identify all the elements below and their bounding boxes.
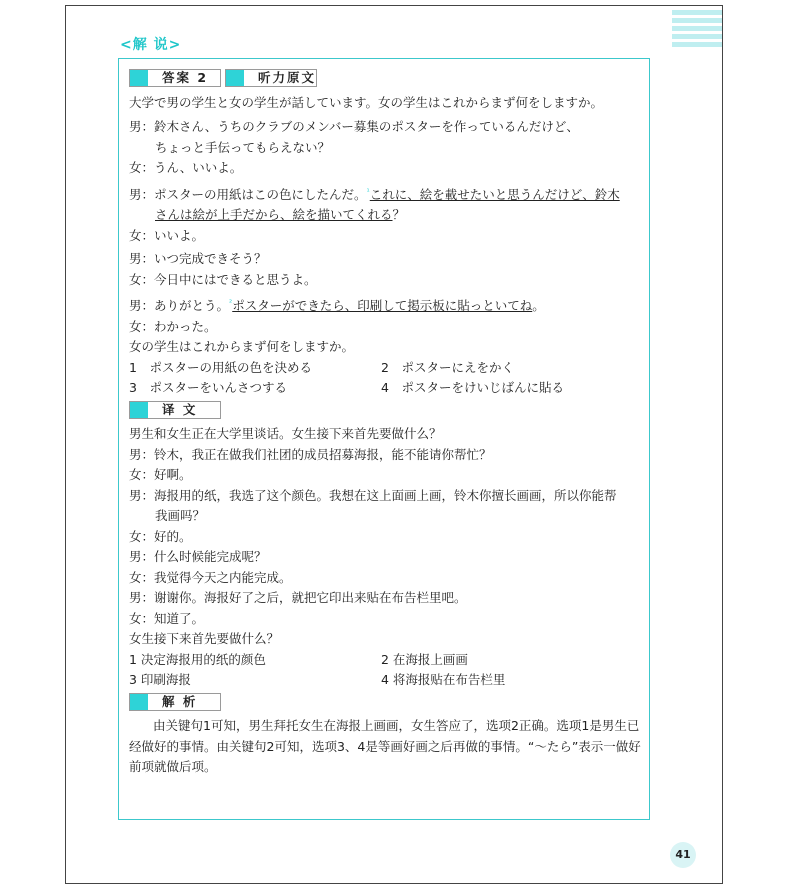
jp-line: 女：今日中にはできると思うよ。 — [129, 271, 317, 287]
translation-label: 译 文 — [129, 401, 221, 419]
jp-line: 男：鈴木さん、うちのクラブのメンバー募集のポスターを作っているんだけど、 — [129, 119, 579, 134]
cn-intro: 男生和女生正在大学里谈话。女生接下来首先要做什么？ — [129, 426, 442, 442]
jp-option: 1 ポスターの用紙の色を決める — [129, 359, 312, 375]
jp-options-row — [129, 378, 641, 399]
jp-intro: 大学で男の学生と女の学生が話しています。女の学生はこれからまず何をしますか。 — [129, 94, 604, 110]
label-swatch-icon — [130, 70, 148, 86]
cn-option: 4 将海报贴在布告栏里 — [381, 672, 506, 688]
cn-line: 男：谢谢你。海报好了之后，就把它印出来贴在布告栏里吧。 — [129, 590, 467, 606]
answer-label: 答案 2 — [129, 69, 221, 87]
jp-line: 女：わかった。 — [129, 318, 217, 334]
analysis-label: 解 析 — [129, 693, 221, 711]
cn-option: 3 印刷海报 — [129, 672, 191, 688]
key-sentence-2: ポスターができたら、印刷して掲示板に貼っといてね — [232, 298, 533, 314]
jp-line: さんは絵が上手だから、絵を描いてくれる？ — [155, 207, 406, 223]
label-swatch-icon — [130, 694, 148, 710]
jp-option: 4 ポスターをけいじばんに貼る — [381, 380, 564, 396]
jp-line: 女：いいよ。 — [129, 227, 205, 243]
jp-line: ちょっと手伝ってもらえない？ — [155, 139, 331, 155]
cn-options-row — [129, 650, 641, 671]
script-label: 听力原文 — [225, 69, 317, 87]
jp-option: 3 ポスターをいんさつする — [129, 380, 287, 396]
jp-question: 女の学生はこれからまず何をしますか。 — [129, 339, 355, 355]
jp-option: 2 ポスターにえをかく — [381, 359, 514, 375]
cn-line: 女：好啊。 — [129, 467, 192, 483]
cn-line: 女：知道了。 — [129, 610, 205, 626]
cn-line: 男：什么时候能完成呢？ — [129, 549, 267, 565]
key-mark: ¹ — [366, 186, 370, 196]
section-title: <解 说> — [120, 37, 182, 53]
content-box — [118, 58, 650, 820]
cn-line: 男：海报用的纸，我选了这个颜色。我想在这上面画上画，铃木你擅长画画，所以你能帮 — [129, 487, 617, 503]
jp-options-row — [129, 358, 641, 379]
key-sentence-1-cont: さんは絵が上手だから、絵を描いてくれる — [155, 207, 393, 223]
content-inner — [129, 67, 641, 778]
cn-line: 我画吗？ — [155, 508, 206, 524]
jp-line: 男：ポスターの用紙はこの色にしたんだ。$^{^1}$これに、絵を載せたいと思うんだけど、鈴木 — [129, 186, 620, 202]
cn-option: 1 决定海报用的纸的颜色 — [129, 651, 266, 667]
cn-options-row — [129, 670, 641, 691]
key-sentence-1: これに、絵を載せたいと思うんだけど、鈴木 — [369, 186, 620, 202]
cn-line: 男：铃木，我正在做我们社团的成员招募海报，能不能请你帮忙？ — [129, 446, 492, 462]
key-mark: ² — [229, 298, 233, 308]
cn-question: 女生接下来首先要做什么？ — [129, 631, 280, 647]
decorative-stripes — [672, 10, 722, 46]
cn-line: 女：好的。 — [129, 528, 192, 544]
page-number: 41 — [670, 842, 696, 868]
label-swatch-icon — [226, 70, 244, 86]
analysis-text: 由关键句1可知，男生拜托女生在海报上画画，女生答应了，选项2正确。选项1是男生已经做好的事情。由关键句2可知，选项3、4是等画好画之后再做的事情。“～たら”表示一做好前项就做后项。 — [129, 718, 641, 775]
cn-line: 女：我觉得今天之内能完成。 — [129, 569, 292, 585]
jp-line: 女：うん、いいよ。 — [129, 160, 243, 175]
label-swatch-icon — [130, 402, 148, 418]
jp-line: 男：いつ完成できそう？ — [129, 251, 267, 267]
cn-option: 2 在海报上画画 — [381, 651, 468, 667]
jp-line: 男：ありがとう。$^{^2}$ポスターができたら、印刷して掲示板に貼っといてね。 — [129, 298, 545, 314]
